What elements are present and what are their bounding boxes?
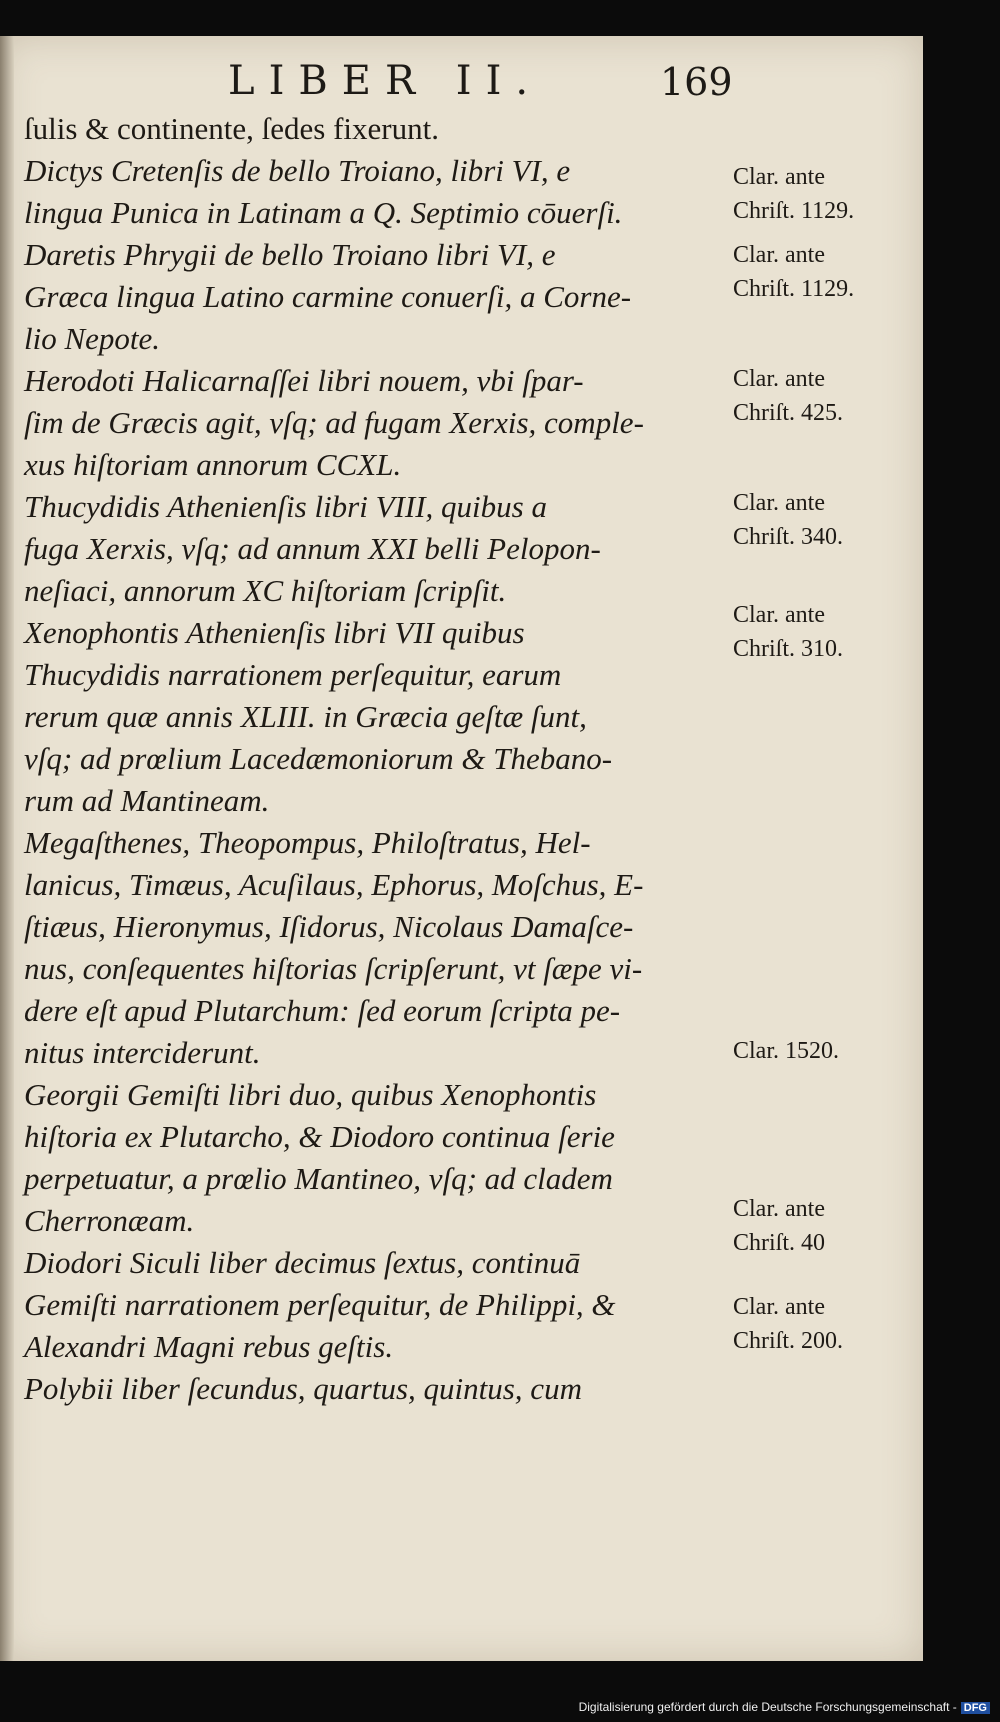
page-number: 169 <box>660 60 733 104</box>
paragraph <box>24 1368 724 1410</box>
paragraph <box>24 1074 724 1242</box>
text-line: Megaſthenes, Theopompus, Philoſtratus, Hel- <box>24 825 591 860</box>
paragraph <box>24 486 724 612</box>
text-line: Herodoti Halicarnaſſei libri nouem, vbi ſpar- <box>24 363 584 398</box>
text-line: Thucydidis narrationem perſequitur, earum <box>24 657 562 692</box>
margin-note-line: Clar. ante <box>733 164 825 190</box>
text-line: xus hiſtoriam annorum CCXL. <box>24 447 402 482</box>
margin-note-line: Chriſt. 1129. <box>733 198 855 224</box>
margin-note <box>733 1290 843 1358</box>
margin-note-line: Chriſt. 200. <box>733 1328 844 1354</box>
paragraph <box>24 234 724 360</box>
text-line: hiſtoria ex Plutarcho, & Diodoro continua ſerie <box>24 1119 615 1154</box>
text-line: ſtiæus, Hieronymus, Iſidorus, Nicolaus Damaſce- <box>24 909 634 944</box>
text-line: vſq; ad prœlium Lacedæmoniorum & Thebano- <box>24 741 613 776</box>
margin-note <box>733 160 854 228</box>
paragraph <box>24 150 724 234</box>
margin-note <box>733 1192 825 1260</box>
main-text <box>24 108 724 1410</box>
text-line: ſim de Græcis agit, vſq; ad fugam Xerxis, comple- <box>24 405 644 440</box>
text-line: Gemiſti narrationem perſequitur, de Philippi, & <box>24 1287 616 1322</box>
margin-note-line: Clar. 1520. <box>733 1038 839 1064</box>
paragraph <box>24 822 724 1074</box>
text-line: fuga Xerxis, vſq; ad annum XXI belli Pelopon- <box>24 531 601 566</box>
margin-note-line: Chriſt. 310. <box>733 636 844 662</box>
paragraph <box>24 108 724 150</box>
text-line: perpetuatur, a prœlio Mantineo, vſq; ad cladem <box>24 1161 613 1196</box>
paragraph <box>24 1242 724 1368</box>
text-line: lingua Punica in Latinam a Q. Septimio cōuerſi. <box>24 195 623 230</box>
text-line: nitus interciderunt. <box>24 1035 261 1070</box>
margin-note-line: Chriſt. 340. <box>733 524 844 550</box>
page-header <box>0 58 923 108</box>
text-line: dere eſt apud Plutarchum: ſed eorum ſcripta pe- <box>24 993 621 1028</box>
margin-note <box>733 238 854 306</box>
margin-note-line: Clar. ante <box>733 366 825 392</box>
text-line: Daretis Phrygii de bello Troiano libri VI, e <box>24 237 556 272</box>
text-line: lio Nepote. <box>24 321 161 356</box>
paragraph <box>24 612 724 822</box>
margin-note <box>733 362 843 430</box>
text-line: Xenophontis Athenienſis libri VII quibus <box>24 615 525 650</box>
margin-note <box>733 486 843 554</box>
running-title: LIBER II. <box>228 58 543 104</box>
margin-note <box>733 598 843 666</box>
margin-note-line: Clar. ante <box>733 242 825 268</box>
text-line: Thucydidis Athenienſis libri VIII, quibus a <box>24 489 547 524</box>
text-line: nus, conſequentes hiſtorias ſcripſerunt, vt ſæpe vi- <box>24 951 643 986</box>
text-line: neſiaci, annorum XC hiſtoriam ſcripſit. <box>24 573 507 608</box>
text-line: lanicus, Timæus, Acuſilaus, Ephorus, Moſchus, E- <box>24 867 644 902</box>
text-line: Dictys Cretenſis de bello Troiano, libri VI, e <box>24 153 571 188</box>
text-line: Alexandri Magni rebus geſtis. <box>24 1329 394 1364</box>
text-line: rum ad Mantineam. <box>24 783 270 818</box>
text-line: Georgii Gemiſti libri duo, quibus Xenophontis <box>24 1077 597 1112</box>
margin-note <box>733 1034 839 1068</box>
text-line: Polybii liber ſecundus, quartus, quintus, cum <box>24 1371 582 1406</box>
margin-note-line: Clar. ante <box>733 1294 825 1320</box>
page-gutter <box>0 36 14 1661</box>
credit-text: Digitalisierung gefördert durch die Deutsche Forschungsgemeinschaft - <box>578 1700 957 1714</box>
text-line: Diodori Siculi liber decimus ſextus, continuā <box>24 1245 581 1280</box>
text-line: ſulis & continente, ſedes fixerunt. <box>24 111 439 146</box>
text-line: rerum quæ annis XLIII. in Græcia geſtæ ſunt, <box>24 699 587 734</box>
margin-note-line: Clar. ante <box>733 490 825 516</box>
text-line: Cherronæam. <box>24 1203 195 1238</box>
margin-note-line: Chriſt. 1129. <box>733 276 855 302</box>
margin-note-line: Chriſt. 425. <box>733 400 844 426</box>
margin-note-line: Clar. ante <box>733 602 825 628</box>
dfg-logo: DFG <box>961 1702 990 1714</box>
margin-note-line: Chriſt. 40 <box>733 1230 826 1256</box>
digitization-credit <box>579 1700 990 1714</box>
paragraph <box>24 360 724 486</box>
text-line: Græca lingua Latino carmine conuerſi, a Corne- <box>24 279 632 314</box>
margin-note-line: Clar. ante <box>733 1196 825 1222</box>
